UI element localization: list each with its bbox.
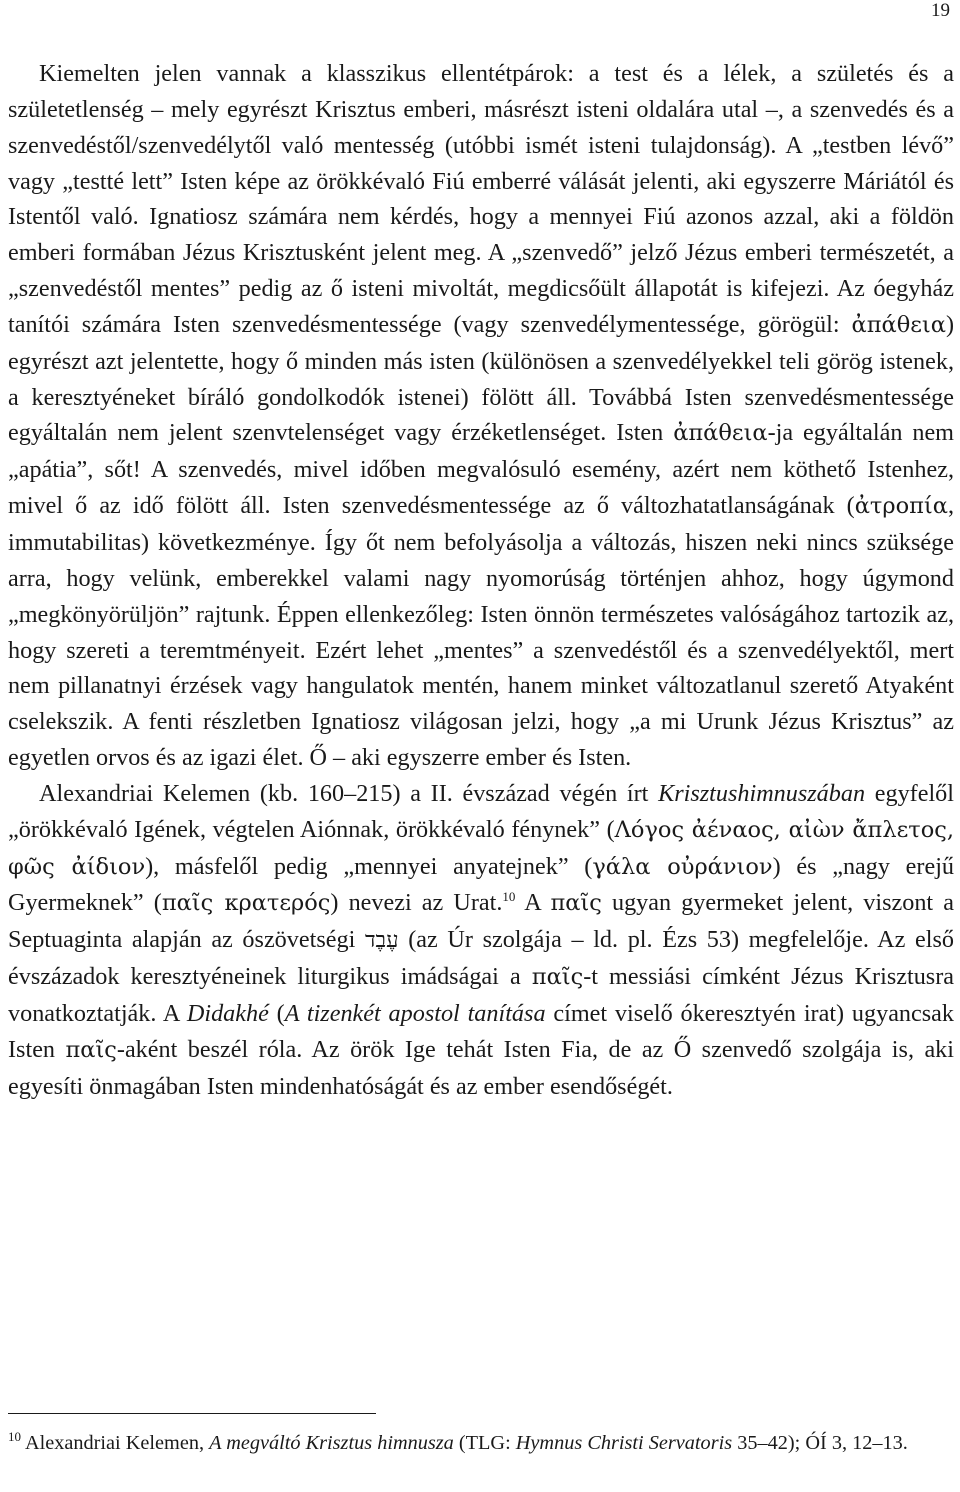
text-run: ) nevezi az Urat.: [330, 889, 503, 917]
main-text: [8, 56, 954, 1104]
text-run: -t messiási címként Jézus Krisztusra vonatkoztatják. A: [8, 963, 954, 1027]
text-run: ), másfelől pedig „mennyei anyatejnek” (: [145, 852, 593, 880]
greek-phrase: γάλα οὐράνιον: [592, 853, 773, 880]
greek-term-atropia: ἀτροπία: [854, 493, 948, 520]
text-run: (: [268, 999, 285, 1027]
text-run: egyfelől „örökkévaló Igének, végtelen Aiónnak, örökkévaló fénynek” (: [8, 779, 954, 843]
italic-title: Didakhé: [186, 999, 269, 1027]
footnote-separator: [8, 1413, 376, 1414]
greek-phrase: Λόγος ἀέναος, αἰὼν ἄπλετος, φῶς ἀίδιον: [8, 816, 954, 880]
hebrew-term-ebed: עֶבֶד: [364, 928, 399, 954]
italic-title: A tizenkét apostol tanítása: [284, 999, 546, 1027]
greek-term-pais: παῖς: [65, 1036, 117, 1063]
italic-title: A megváltó Krisztus himnusza: [209, 1432, 454, 1454]
text-run: Kiemelten jelen vannak a klasszikus ellentétpárok: a test és a lélek, a születés és a születetlenség – mely egyrészt Krisztus emberi, másrészt isteni oldalára utal –, a szenvedés és a szenvedéstől/szenvedélytől való mentesség (utóbbi ismét isteni tulajdonság). A „testben lévő” vagy „testté lett” Isten képe az örökkévaló Fiú emberré válását jelenti, aki egyszerre Máriától és Istentől való. Ignatiosz számára nem kérdés, hogy a mennyei Fiú azonos azzal, aki a földön emberi formában Jézus Krisztusként jelent meg. A „szenvedő” jelző Jézus emberi természetét, a „szenvedéstől mentes” pedig az ő isteni mivoltát, megdicsőült állapotát is kifejezi. Az óegyház tanítói számára Isten szenvedésmentessége (vagy szenvedélymentessége, görögül:: [8, 60, 954, 338]
text-run: címet viselő ókeresztyén irat) ugyancsak Isten: [8, 999, 955, 1063]
text-run: -ja egyáltalán nem „apátia”, sőt! A szenvedés, mivel időben megvalósuló esemény, azért nem köthető Istenhez, mivel ő az idő fölött áll. Isten szenvedésmentessége az ő változhatatlanságának (: [8, 419, 954, 520]
text-run: -aként beszél róla. Az örök Ige tehát Isten Fia, de az Ő szenvedő szolgája is, aki egyesíti önmagában Isten mindenhatóságát és az ember esendőségét.: [8, 1035, 954, 1100]
greek-term-pais: παῖς: [550, 890, 602, 917]
paragraph-1: [8, 56, 954, 776]
text-run: (TLG:: [453, 1432, 516, 1454]
italic-title: Hymnus Christi Servatoris: [515, 1432, 733, 1454]
text-run: ) és „nagy erejű Gyermeknek” (: [8, 852, 955, 917]
footnote-reference[interactable]: 10: [502, 889, 516, 905]
text-run: 35–42); ÓÍ 3, 12–13.: [732, 1432, 908, 1454]
text-run: , immutabilitas) következménye. Így őt nem befolyásolja a változás, hiszen neki nincs szüksége arra, hogy velünk, emberekkel valami nagy nyomorúság történjen ahhoz, hogy úgymond „megkönyörüljön” rajtunk. Éppen ellenkezőleg: Isten önnön természetes valóságához tartozik az, hogy szereti a teremtményeit. Ezért lehet „mentes” a szenvedéstől és a szenvedélyektől, mert nem pillanatnyi érzések vagy hangulatok mentén, hanem minket változatlanul szerető Atyaként cselekszik. A fenti részletben Ignatiosz világosan jelzi, hogy „a mi Urunk Jézus Krisztus” az egyetlen orvos és az igazi élet. Ő – aki egyszerre ember és Isten.: [8, 492, 954, 772]
text-run: ugyan gyermeket jelent, viszont a Septuaginta alapján az ószövetségi: [8, 889, 954, 954]
text-run: A: [515, 889, 551, 917]
footnote-number: 10: [8, 1429, 21, 1444]
greek-term-pais: παῖς: [531, 964, 584, 991]
text-run: Alexandriai Kelemen,: [21, 1432, 210, 1454]
text-run: (az Úr szolgája – ld. pl. Ézs 53) megfelelője. Az első évszázadok keresztyéneinek liturgikus imádságai a: [8, 926, 954, 991]
text-run: ) egyrészt azt jelentette, hogy ő minden más isten (különösen a szenvedélyekkel teli görög istenek, a keresztyéneket bíráló gondolkodók istenei) fölött áll. Továbbá Isten szenvedésmentessége egyáltalán nem jelent szenvtelenséget vagy érzéketlenséget. Isten: [8, 310, 954, 447]
text-run: Alexandriai Kelemen (kb. 160–215) a II. évszázad végén írt: [39, 779, 659, 807]
greek-term-apatheia: ἀπάθεια: [673, 420, 768, 447]
greek-phrase: παῖς κρατερός: [161, 890, 331, 917]
greek-term-apatheia: ἀπάθεια: [851, 311, 946, 338]
page-number: 19: [931, 0, 950, 21]
italic-title: Krisztushimnuszában: [658, 779, 866, 807]
footnote-10: [8, 1428, 954, 1458]
paragraph-2: [8, 776, 954, 1105]
